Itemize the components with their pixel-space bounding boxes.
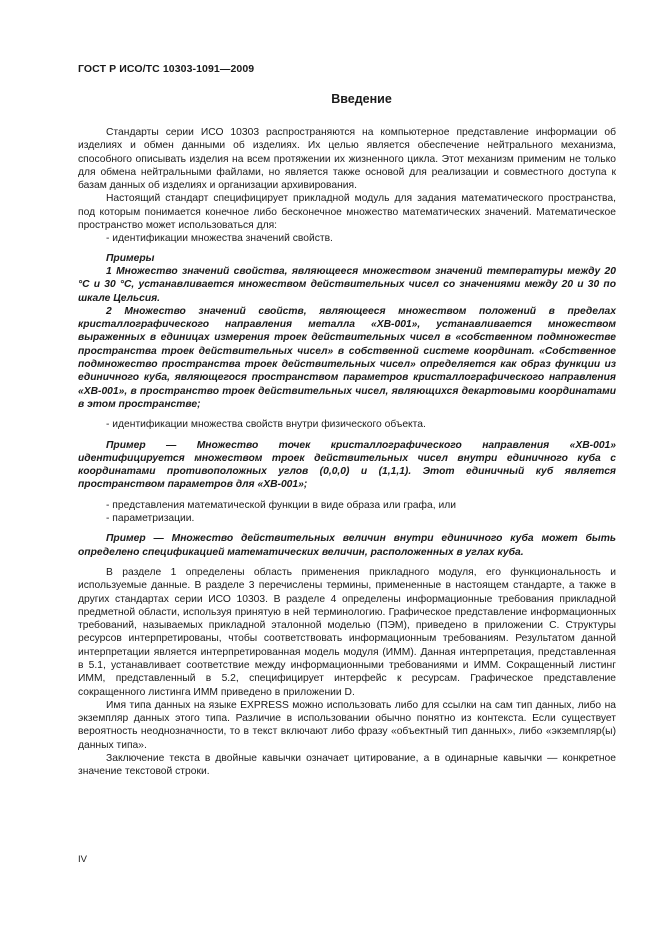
example-paragraph: 1 Множество значений свойства, являющееся множеством значений температуры между 20 °С и 30 °С, устанавливается множеством действительных чисел со значениями между 20 и 30 по шкале Цельсия. <box>78 265 616 304</box>
body-text <box>78 126 616 779</box>
example-paragraph: Пример — Множество точек кристаллографического направления «ХВ-001» идентифицируется множеством троек действительных чисел внутри единичного куба с координатами противоположных углов (0,0,0) и (1,1,1). Этот единичный куб является пространством параметров для «ХВ-001»; <box>78 439 616 491</box>
paragraph: Имя типа данных на языке EXPRESS можно использовать либо для ссылки на сам тип данных, либо на экземпляр данных этого типа. Различие в использовании обычно понятно из контекста. Если существует вероятность неоднозначности, то в текст включают либо фразу «объектный тип данных», либо «экземпляр(ы) данных типа». <box>78 699 616 751</box>
section-title: Введение <box>331 92 392 106</box>
paragraph: Заключение текста в двойные кавычки означает цитирование, а в одинарные кавычки — конкретное значение текстовой строки. <box>78 753 616 778</box>
example-paragraph: Пример — Множество действительных величин внутри единичного куба может быть определено спецификацией математических величин, расположенных в углах куба. <box>78 533 616 558</box>
page-number: IV <box>78 854 87 865</box>
list-item: - идентификации множества значений свойств. <box>106 233 333 245</box>
list-item: - параметризации. <box>106 513 195 525</box>
examples-heading: Примеры <box>106 252 155 264</box>
paragraph: Настоящий стандарт специфицирует прикладной модуль для задания математического пространства, под которым понимается конечное либо бесконечное множество математических значений. Математическое пространство может использоваться для: <box>78 193 616 232</box>
list-item: - идентификации множества свойств внутри физического объекта. <box>106 419 426 431</box>
paragraph: В разделе 1 определены область применения прикладного модуля, его функциональность и используемые данные. В разделе 3 перечислены термины, примененные в настоящем стандарте, а также в других стандартах серии ИСО 10303. В разделе 4 определены информационные требования прикладной предметной области, используя принятую в ней терминологию. Графическое представление информационных требований, называемых прикладной эталонной моделью (ПЭМ), приведено в приложении С. Структуры ресурсов интерпретированы, чтобы соответствовать информационным требованиям. Результатом данной интерпретации является интерпретированная модель модуля (ИММ). Данная интерпретация, представленная в 5.1, устанавливает соответствие между информационными требованиями и ИММ. Сокращенный листинг ИММ, представленный в 5.2, специфицирует интерфейс к ресурсам. Графическое представление сокращенного листинга ИММ приведено в приложении D. <box>78 566 616 698</box>
paragraph: Стандарты серии ИСО 10303 распространяются на компьютерное представление информации об изделиях и обмен данными об изделиях. Их целью является обеспечение нейтрального механизма, способного описывать изделия на всем протяжении их жизненного цикла. Этот механизм применим не только для обмена нейтральными файлами, но является также основой для реализации и совместного доступа к базам данных об изделиях и организации архивирования. <box>78 127 616 192</box>
standard-id-header: ГОСТ Р ИСО/ТС 10303-1091—2009 <box>78 63 255 75</box>
list-item: - представления математической функции в виде образа или графа, или <box>106 499 456 511</box>
example-paragraph: 2 Множество значений свойств, являющееся множеством положений в пределах кристаллографического направления металла «ХВ-001», устанавливается множеством выраженных в единицах измерения троек действительных чисел в «собственном подмножестве пространства троек действительных чисел» в собственной системе координат. «Собственное подмножество пространства троек действительных чисел» определяется как образ функции из единичного куба, являющегося пространством параметров кристаллографического направления «ХВ-001», в пространство троек действительных чисел, являющихся декартовыми координатами в этом пространстве; <box>78 305 616 410</box>
